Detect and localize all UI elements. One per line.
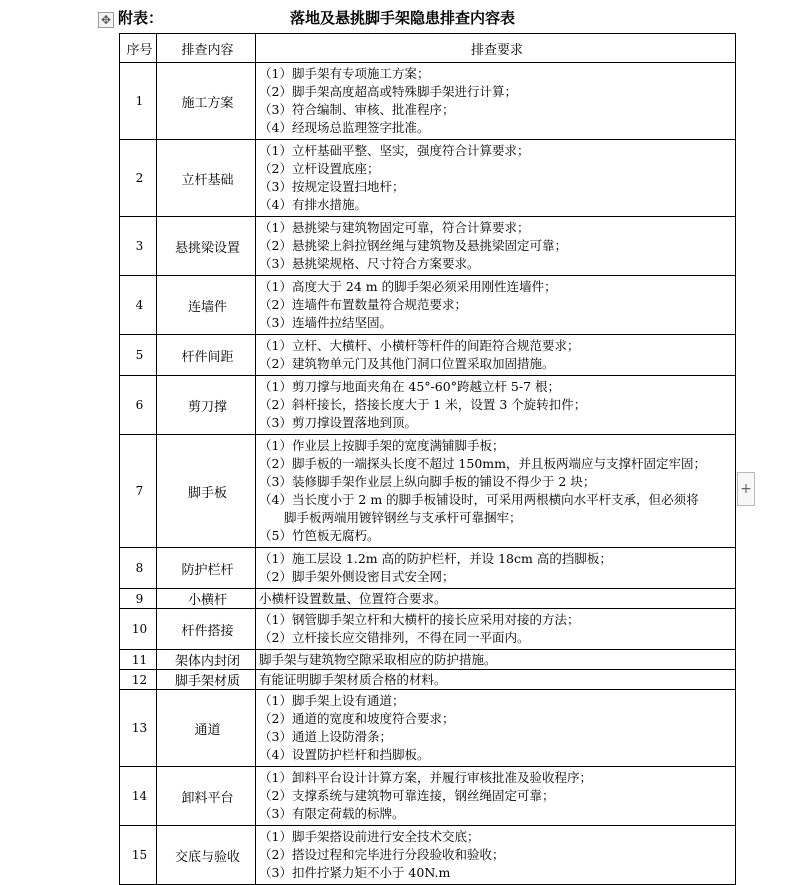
requirement-cell [256, 826, 736, 885]
requirement-line: （2）支撑系统与建筑物可靠连接，钢丝绳固定可靠； [259, 788, 555, 803]
requirement-line: （1）剪刀撑与地面夹角在 45°-60°跨越立杆 5-7 根； [259, 379, 561, 394]
requirement-line: 脚手架与建筑物空隙采取相应的防护措施。 [259, 651, 497, 667]
table-row [120, 589, 736, 609]
requirement-line: （2）立杆接长应交错排列，不得在同一平面内。 [259, 630, 530, 645]
requirement-line: （2）通道的宽度和坡度符合要求； [259, 711, 455, 726]
row-number: 15 [120, 826, 157, 885]
requirement-line: （2）脚手架高度超高或特殊脚手架进行计算； [259, 84, 517, 99]
row-number: 5 [120, 335, 157, 376]
row-number: 7 [120, 435, 157, 548]
requirement-cell [256, 435, 736, 548]
requirement-line: （2）悬挑梁上斜拉钢丝绳与建筑物及悬挑梁固定可靠； [259, 238, 567, 253]
check-item: 施工方案 [157, 63, 256, 140]
inspection-table [119, 33, 736, 885]
table-row [120, 335, 736, 376]
requirement-line: （3）有限定荷载的标牌。 [259, 806, 405, 821]
requirement-cell [256, 140, 736, 217]
requirement-cell [256, 548, 736, 589]
requirement-line: （1）脚手架有专项施工方案； [259, 66, 430, 81]
requirement-line: （2）连墙件布置数量符合规范要求； [259, 297, 467, 312]
header-requirement: 排查要求 [256, 34, 736, 63]
requirement-line: （4）有排水措施。 [259, 197, 367, 212]
row-number: 2 [120, 140, 157, 217]
requirement-line: （4）经现场总监理签字批准。 [259, 120, 430, 135]
row-number: 1 [120, 63, 157, 140]
check-item: 脚手板 [157, 435, 256, 548]
check-item: 通道 [157, 690, 256, 767]
check-item: 连墙件 [157, 276, 256, 335]
requirement-cell [256, 670, 736, 690]
check-item: 杆件间距 [157, 335, 256, 376]
requirement-line: （2）脚手板的一端探头长度不超过 150mm，并且板两端应与支撑杆固定牢固； [259, 456, 706, 471]
table-row [120, 767, 736, 826]
table-row [120, 670, 736, 690]
requirement-line: （3）扣件拧紧力矩不小于 40N.m [259, 865, 451, 880]
check-item: 杆件搭接 [157, 609, 256, 650]
row-number: 12 [120, 670, 157, 690]
header-item: 排查内容 [157, 34, 256, 63]
table-row [120, 650, 736, 670]
requirement-line: （3）剪刀撑设置落地到顶。 [259, 415, 417, 430]
requirement-line: （2）斜杆接长，搭接长度大于 1 米，设置 3 个旋转扣件； [259, 397, 587, 412]
requirement-line: （2）搭设过程和完毕进行分段验收和验收； [259, 847, 505, 862]
row-number: 13 [120, 690, 157, 767]
row-number: 10 [120, 609, 157, 650]
page-title: 落地及悬挑脚手架隐患排查内容表 [290, 9, 516, 27]
requirement-line: （1）作业层上按脚手架的宽度满铺脚手板； [259, 438, 505, 453]
requirement-line: （2）立杆设置底座； [259, 161, 380, 176]
requirement-line: （3）悬挑梁规格、尺寸符合方案要求。 [259, 256, 480, 271]
requirement-cell [256, 690, 736, 767]
table-row [120, 140, 736, 217]
row-number: 4 [120, 276, 157, 335]
requirement-line: （1）高度大于 24 m 的脚手架必须采用刚性连墙件； [259, 279, 557, 294]
requirement-line: 小横杆设置数量、位置符合要求。 [259, 590, 447, 606]
row-number: 3 [120, 217, 157, 276]
requirement-cell [256, 767, 736, 826]
check-item: 剪刀撑 [157, 376, 256, 435]
requirement-cell [256, 335, 736, 376]
table-header-row [120, 34, 736, 63]
row-number: 6 [120, 376, 157, 435]
header-no: 序号 [120, 34, 157, 63]
check-item: 悬挑梁设置 [157, 217, 256, 276]
row-number: 8 [120, 548, 157, 589]
table-row [120, 376, 736, 435]
requirement-cell [256, 276, 736, 335]
requirement-cell [256, 376, 736, 435]
check-item: 防护栏杆 [157, 548, 256, 589]
check-item: 交底与验收 [157, 826, 256, 885]
requirement-cell [256, 217, 736, 276]
requirement-line: （1）立杆、大横杆、小横杆等杆件的间距符合规范要求； [259, 338, 580, 353]
requirement-line: （4）设置防护栏杆和挡脚板。 [259, 747, 430, 762]
table-row [120, 826, 736, 885]
requirement-line: 脚手板两端用镀锌钢丝与支承杆可靠捆牢； [259, 510, 522, 525]
requirement-line: （1）脚手架搭设前进行安全技术交底； [259, 829, 480, 844]
table-row [120, 276, 736, 335]
requirement-line: 有能证明脚手架材质合格的材料。 [259, 671, 447, 687]
requirement-line: （1）施工层设 1.2m 高的防护栏杆，并设 18cm 高的挡脚板； [259, 551, 612, 566]
requirement-line: （1）钢管脚手架立杆和大横杆的接长应采用对接的方法； [259, 612, 580, 627]
requirement-line: （3）按规定设置扫地杆； [259, 179, 405, 194]
row-number: 9 [120, 589, 157, 609]
requirement-line: （2）建筑物单元门及其他门洞口位置采取加固措施。 [259, 356, 555, 371]
requirement-cell [256, 63, 736, 140]
table-row [120, 690, 736, 767]
table-move-handle-icon[interactable]: ✥ [98, 12, 114, 28]
table-row [120, 63, 736, 140]
row-number: 11 [120, 650, 157, 670]
requirement-line: （4）当长度小于 2 m 的脚手板铺设时，可采用两根横向水平杆支承，但必须将 [259, 492, 699, 507]
requirement-cell [256, 609, 736, 650]
table-row [120, 548, 736, 589]
requirement-line: （3）装修脚手架作业层上纵向脚手板的铺设不得少于 2 块； [259, 474, 596, 489]
requirement-line: （1）立杆基础平整、坚实，强度符合计算要求； [259, 143, 530, 158]
requirement-cell [256, 589, 736, 609]
check-item: 脚手架材质 [157, 670, 256, 690]
table-row [120, 609, 736, 650]
requirement-line: （3）符合编制、审核、批准程序； [259, 102, 455, 117]
table-row [120, 435, 736, 548]
requirement-line: （3）连墙件拉结坚固。 [259, 315, 392, 330]
add-column-button[interactable]: + [737, 472, 755, 506]
row-number: 14 [120, 767, 157, 826]
requirement-line: （5）竹笆板无腐朽。 [259, 528, 380, 543]
table-row [120, 217, 736, 276]
requirement-line: （1）悬挑梁与建筑物固定可靠，符合计算要求； [259, 220, 530, 235]
requirement-line: （1）卸料平台设计计算方案，并履行审核批准及验收程序； [259, 770, 592, 785]
appendix-label: 附表： [118, 9, 164, 27]
check-item: 卸料平台 [157, 767, 256, 826]
requirement-cell [256, 650, 736, 670]
check-item: 小横杆 [157, 589, 256, 609]
requirement-line: （3）通道上设防滑条； [259, 729, 392, 744]
check-item: 立杆基础 [157, 140, 256, 217]
requirement-line: （1）脚手架上设有通道； [259, 693, 405, 708]
requirement-line: （2）脚手架外侧设密目式安全网； [259, 569, 455, 584]
check-item: 架体内封闭 [157, 650, 256, 670]
